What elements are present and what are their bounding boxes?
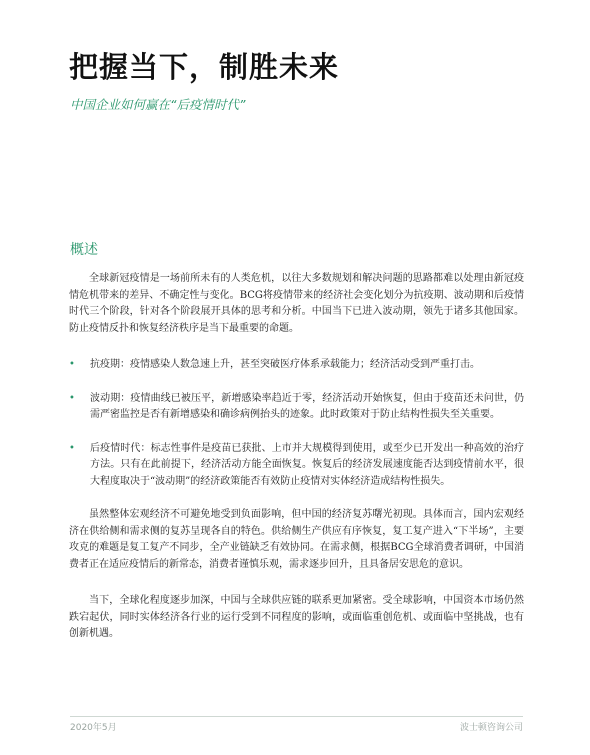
bullet-icon: • [69, 392, 75, 404]
globalization-paragraph: 当下，全球化程度逐步加深，中国与全球供应链的联系更加紧密。受全球影响，中国资本市场仍然跌宕起伏，同时实体经济各行业的运行受到不同程度的影响，或面临重创危机、或面临中坚挑战，也有创新机遇。 [69, 595, 524, 639]
list-item [69, 391, 524, 424]
list-item [69, 441, 524, 491]
page-title: 把握当下，制胜未来 [69, 50, 340, 84]
section-heading: 概述 [70, 242, 98, 258]
body-text [69, 271, 524, 663]
intro-paragraph: 全球新冠疫情是一场前所未有的人类危机，以往大多数规划和解决问题的思路都难以处理由新冠疫情危机带来的差异、不确定性与变化。BCG将疫情带来的经济社会变化划分为抗疫期、波动期和后疫情时代三个阶段，针对各个阶段展开具体的思考和分析。中国当下已进入波动期，领先于诸多其他国家。防止疫情反扑和恢复经济秩序是当下最重要的命题。 [69, 273, 524, 334]
list-item-text: 后疫情时代：标志性事件是疫苗已获批、上市并大规模得到使用，或至少已开发出一种高效的治疗方法。只有在此前提下，经济活动方能全面恢复。恢复后的经济发展速度能否达到疫情前水平，很大程度取决于“波动期”的经济政策能否有效防止疫情对实体经济造成结构性损失。 [90, 442, 524, 487]
page-subtitle: 中国企业如何赢在“后疫情时代” [70, 97, 246, 112]
list-item-text: 波动期：疫情曲线已被压平，新增感染率趋近于零，经济活动开始恢复，但由于疫苗还未问世，仍需严密监控是否有新增感染和确诊病例抬头的迹象。此时政策对于防止结构性损失至关重要。 [90, 392, 524, 420]
list-item-text: 抗疫期：疫情感染人数急速上升，甚至突破医疗体系承载能力；经济活动受到严重打击。 [90, 359, 480, 370]
footer-divider [70, 716, 523, 717]
phase-list [69, 357, 524, 490]
footer-date: 2020年5月 [70, 723, 117, 733]
list-item [69, 357, 524, 374]
recovery-paragraph: 虽然整体宏观经济不可避免地受到负面影响，但中国的经济复苏曙光初现。具体而言，国内宏观经济在供给侧和需求侧的复苏呈现各自的特色。供给侧生产供应有序恢复，复工复产进入“下半场”，主要攻克的难题是复工复产不同步，全产业链缺乏有效协同。在需求侧，根据BCG全球消费者调研，中国消费者正在适应疫情后的新常态，消费者谨慎乐观，需求逐步回升，且具备居安思危的意识。 [69, 509, 524, 570]
footer-organization: 波士顿咨询公司 [459, 723, 523, 733]
bullet-icon: • [69, 442, 75, 454]
bullet-icon: • [69, 359, 75, 370]
